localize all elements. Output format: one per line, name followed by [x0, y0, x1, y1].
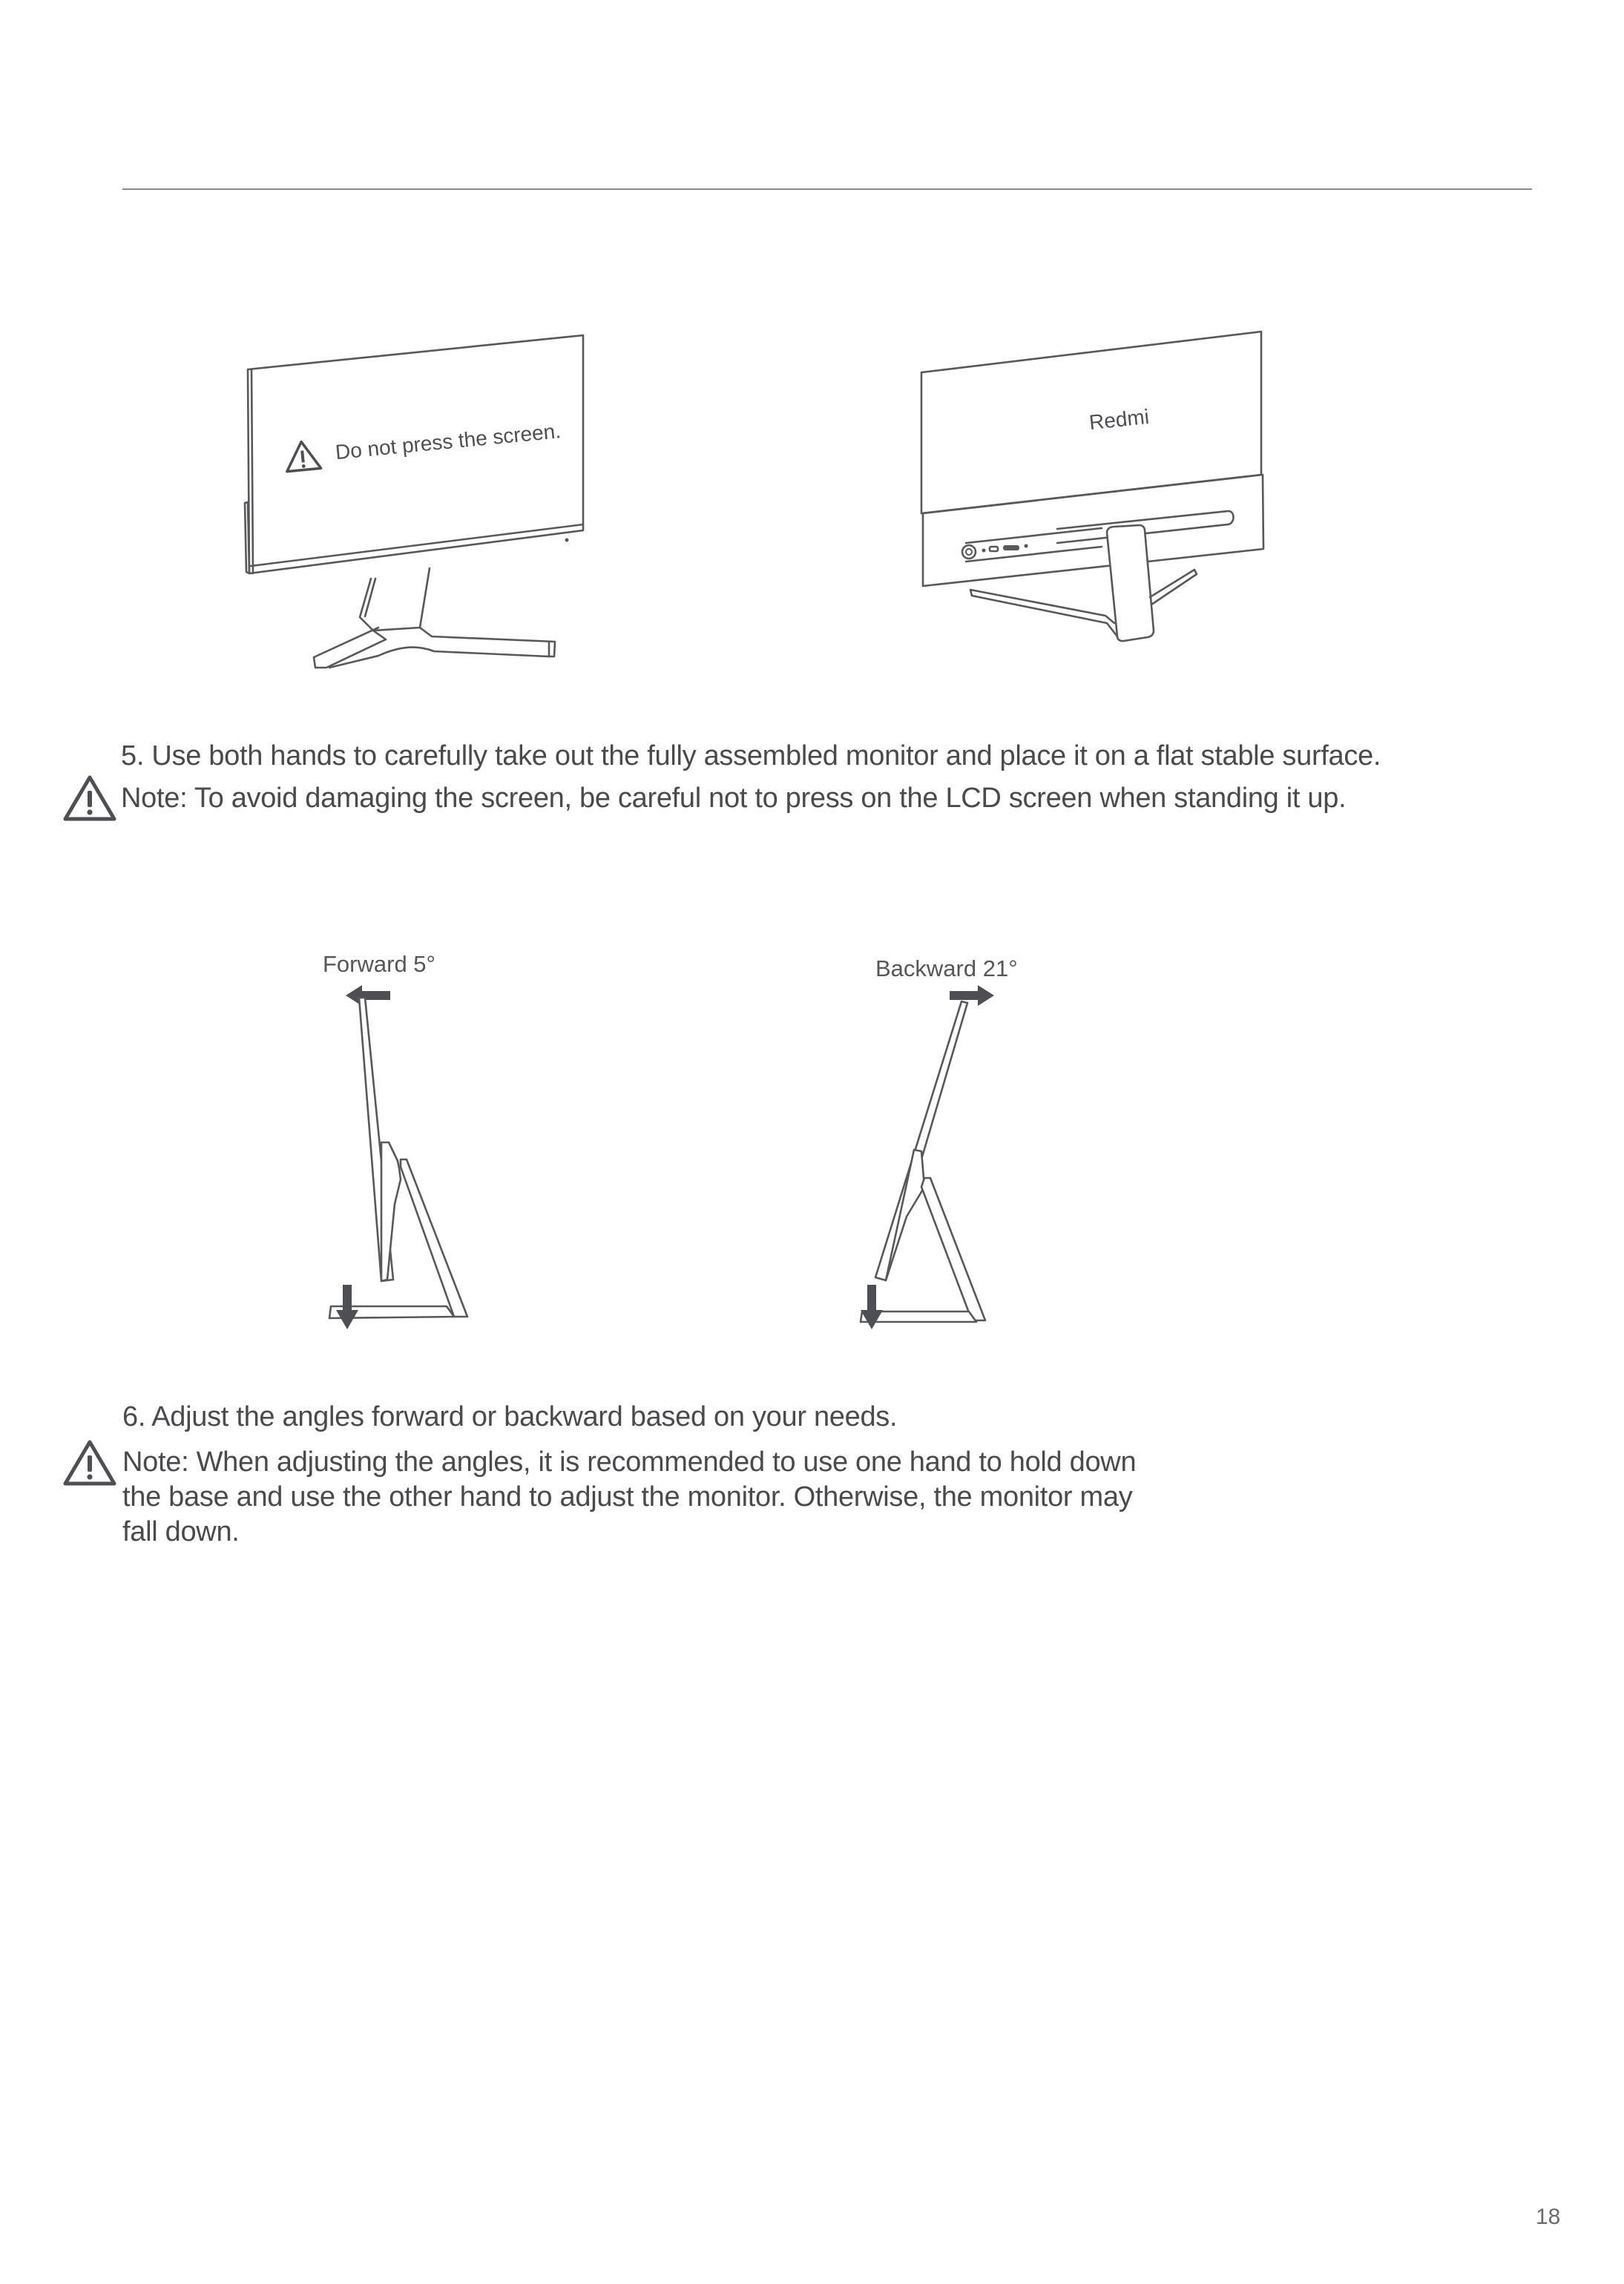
back-monitor-illustration [920, 319, 1306, 668]
arrow-down-icon [861, 1285, 883, 1331]
step5-instruction: 5. Use both hands to carefully take out the fully assembled monitor and place it on a flat stable surface. [121, 740, 1381, 771]
step6-instruction: 6. Adjust the angles forward or backward based on your needs. [122, 1401, 898, 1432]
forward-tilt-label: Forward 5° [323, 951, 435, 977]
warning-triangle-icon [62, 774, 117, 822]
page-number: 18 [1536, 2205, 1561, 2229]
step6-note-line-3: fall down. [122, 1516, 240, 1547]
step6-note-line-1: Note: When adjusting the angles, it is recommended to use one hand to hold down [122, 1447, 1137, 1478]
back-monitor-drawing [920, 319, 1306, 668]
header-divider [122, 188, 1532, 190]
warning-triangle-icon [62, 1439, 117, 1487]
front-monitor-illustration [237, 319, 594, 668]
screen-warning-text: Do not press the screen. [334, 419, 562, 464]
step6-note-line-2: the base and use the other hand to adjust the monitor. Otherwise, the monitor may [122, 1481, 1133, 1513]
backward-tilt-diagram [853, 1001, 1031, 1320]
arrow-down-icon [336, 1285, 358, 1331]
front-monitor-drawing [237, 319, 594, 668]
backward-tilt-label: Backward 21° [875, 955, 1018, 981]
warning-triangle-icon [282, 438, 323, 474]
forward-tilt-diagram [319, 998, 497, 1317]
step5-note: Note: To avoid damaging the screen, be careful not to press on the LCD screen when standing it up. [121, 783, 1347, 814]
redmi-logo: Redmi [1088, 404, 1151, 435]
